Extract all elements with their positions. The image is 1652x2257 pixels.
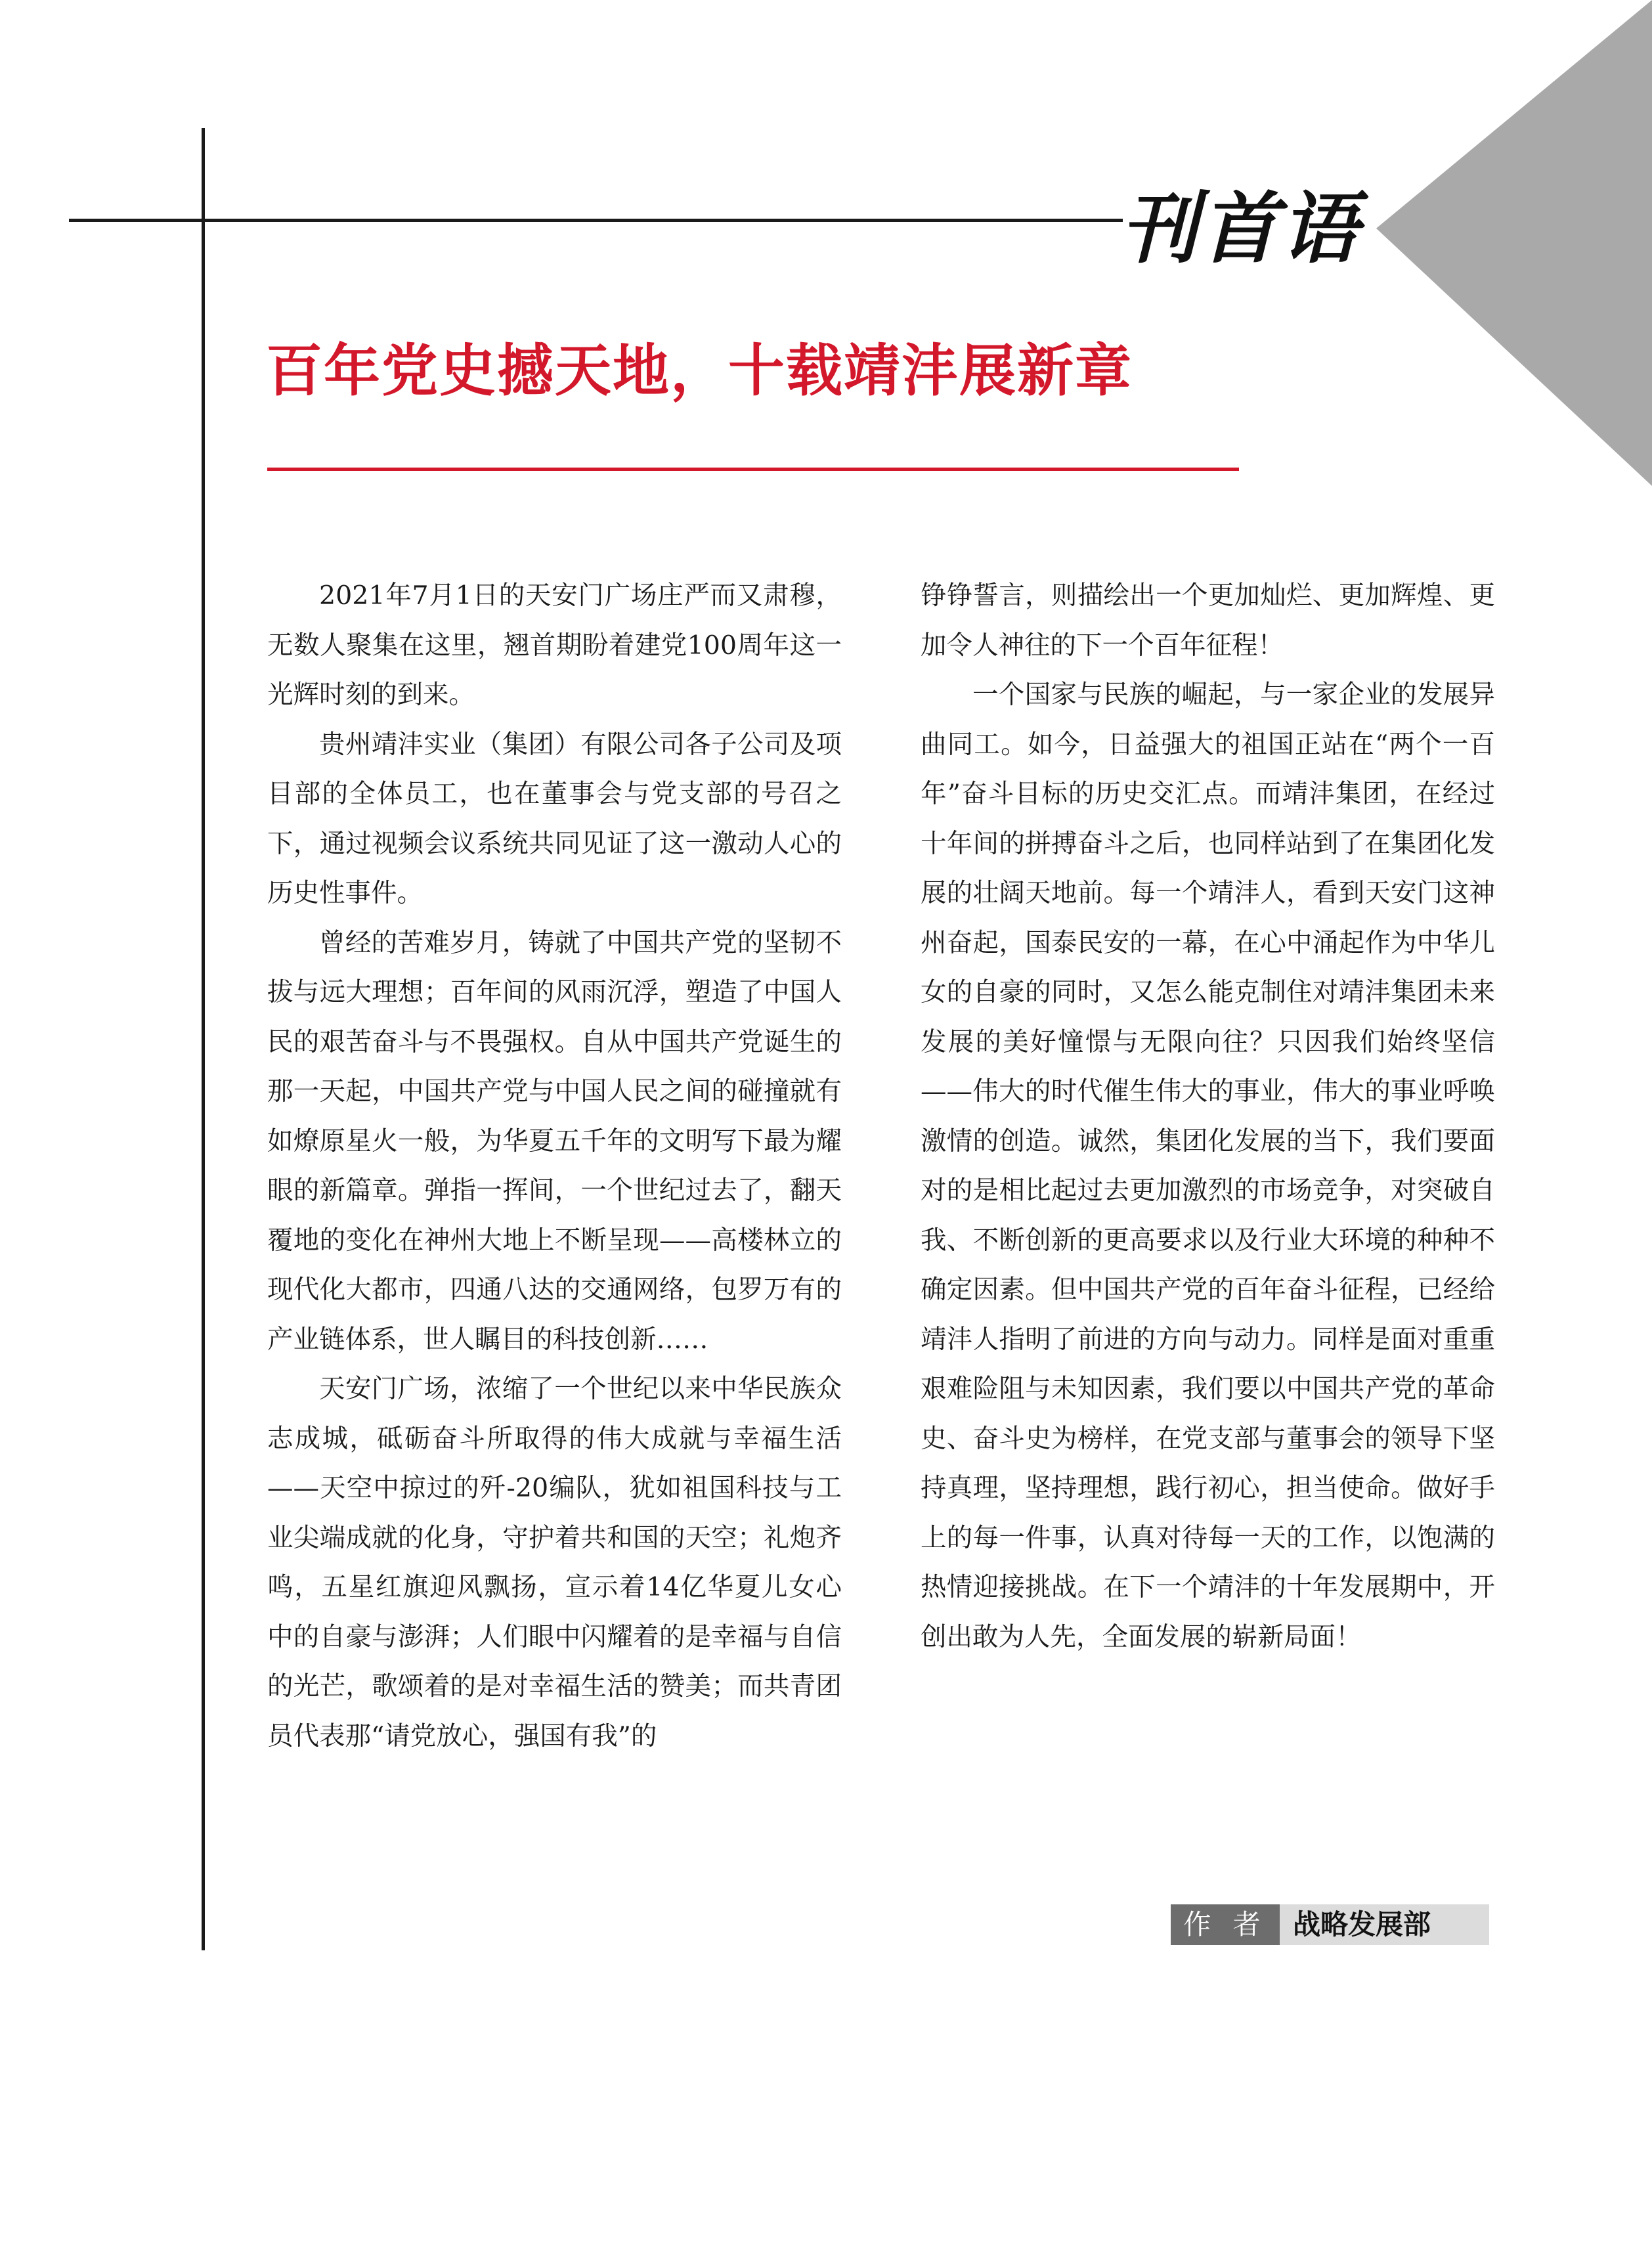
paragraph: 曾经的苦难岁月，铸就了中国共产党的坚韧不拔与远大理想；百年间的风雨沉浮，塑造了中国人民的艰苦奋斗与不畏强权。自从中国共产党诞生的那一天起，中国共产党与中国人民之间的碰撞就有如燎原星火一般，为华夏五千年的文明写下最为耀眼的新篇章。弹指一挥间，一个世纪过去了，翻天覆地的变化在神州大地上不断呈现——高楼林立的现代化大都市，四通八达的交通网络，包罗万有的产业链体系，世人瞩目的科技创新…… [267, 927, 842, 1355]
vertical-rule [202, 128, 205, 1950]
paragraph: 天安门广场，浓缩了一个世纪以来中华民族众志成城，砥砺奋斗所取得的伟大成就与幸福生活——天空中掠过的歼-20编队，犹如祖国科技与工业尖端成就的化身，守护着共和国的天空；礼炮齐鸣，五星红旗迎风飘扬，宣示着14亿华夏儿女心中的自豪与澎湃；人们眼中闪耀着的是幸福与自信的光芒，歌颂着的是对幸福生活的赞美；而共青团员代表那“请党放心，强国有我”的 [267, 1374, 842, 1751]
paragraph: 一个国家与民族的崛起，与一家企业的发展异曲同工。如今，日益强大的祖国正站在“两个一百年”奋斗目标的历史交汇点。而靖沣集团，在经过十年间的拼搏奋斗之后，也同样站到了在集团化发展的壮阔天地前。每一个靖沣人，看到天安门这神州奋起，国泰民安的一幕，在心中涌起作为中华儿女的自豪的同时，又怎么能克制住对靖沣集团未来发展的美好憧憬与无限向往？只因我们始终坚信——伟大的时代催生伟大的事业，伟大的事业呼唤激情的创造。诚然，集团化发展的当下，我们要面对的是相比起过去更加激烈的市场竞争，对突破自我、不断创新的更高要求以及行业大环境的种种不确定因素。但中国共产党的百年奋斗征程，已经给靖沣人指明了前进的方向与动力。同样是面对重重艰难险阻与未知因素，我们要以中国共产党的革命史、奋斗史为榜样，在党支部与董事会的领导下坚持真理，坚持理想，践行初心，担当使命。做好手上的每一件事，认真对待每一天的工作，以饱满的热情迎接挑战。在下一个靖沣的十年发展期中，开创出敢为人先，全面发展的崭新局面！ [921, 680, 1495, 1652]
horizontal-rule [69, 219, 1123, 222]
column-title: 刊首语 [1120, 183, 1361, 274]
byline-label: 作 者 [1171, 1904, 1280, 1945]
right-column [921, 571, 1495, 1662]
headline-underline [267, 468, 1239, 471]
article-headline: 百年党史撼天地，十载靖沣展新章 [266, 338, 1133, 404]
author-byline [1171, 1904, 1489, 1945]
paragraph: 贵州靖沣实业（集团）有限公司各子公司及项目部的全体员工，也在董事会与党支部的号召之下，通过视频会议系统共同见证了这一激动人心的历史性事件。 [267, 729, 842, 908]
paragraph: 2021年7月1日的天安门广场庄严而又肃穆，无数人聚集在这里，翘首期盼着建党100周年这一光辉时刻的到来。 [267, 581, 842, 710]
byline-name: 战略发展部 [1280, 1904, 1489, 1945]
paragraph: 铮铮誓言，则描绘出一个更加灿烂、更加辉煌、更加令人神往的下一个百年征程！ [921, 581, 1495, 661]
left-column [267, 571, 842, 1761]
corner-decoration [1376, 0, 1652, 486]
